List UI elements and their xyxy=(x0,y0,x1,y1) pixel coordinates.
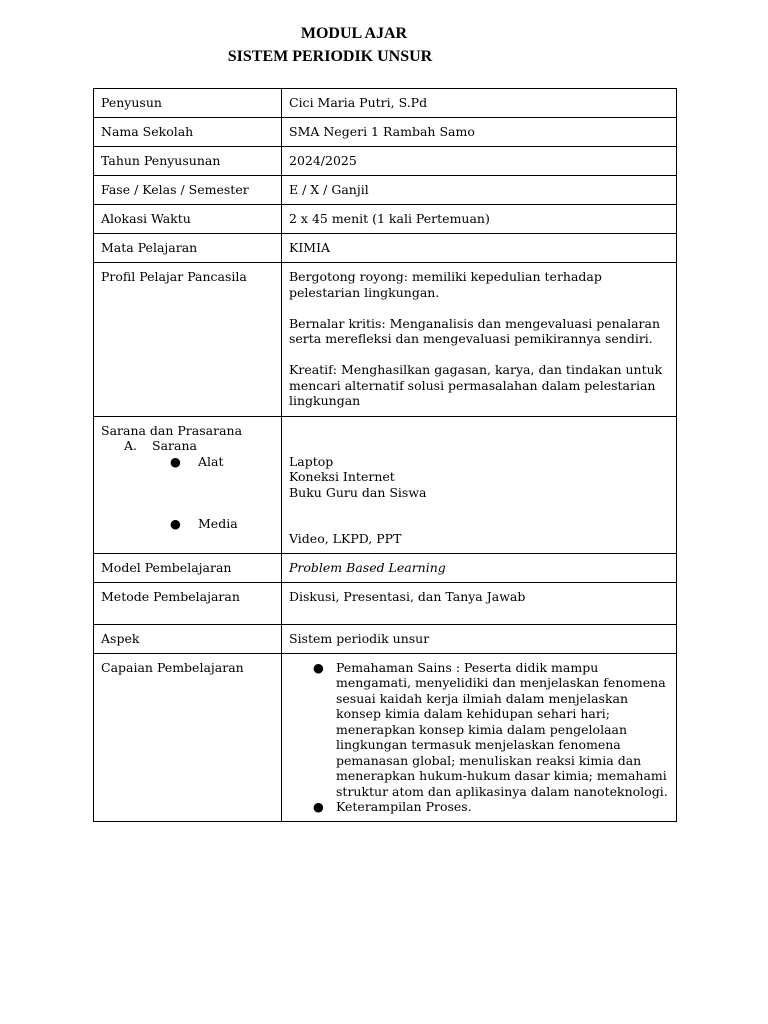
label-cell: Model Pembelajaran xyxy=(94,553,282,582)
table-row-alokasi xyxy=(94,205,677,234)
table-row-sarana xyxy=(94,416,677,553)
alat-value: Laptop xyxy=(289,453,334,469)
spacer xyxy=(289,423,669,454)
value-cell: Problem Based Learning xyxy=(282,553,677,582)
media-label: Media xyxy=(198,516,238,531)
value-cell: KIMIA xyxy=(282,234,677,263)
label-cell: Profil Pelajar Pancasila xyxy=(94,263,282,417)
alat-label: Alat xyxy=(198,453,224,469)
capaian-item-text: Pemahaman Sains : Peserta didik mampu mengamati, menyelidiki dan menjelaskan fenomena sesuai kaidah kerja ilmiah dalam menjelaskan konsep kimia dalam kehidupan sehari hari; menerapkan konsep kimia dalam pengelolaan lingkungan termasuk menjelaskan fenomena pemanasan global; menuliskan reaksi kimia dan menerapkan hukum-hukum dasar kimia; memahami struktur atom dan aplikasinya dalam nanoteknologi. xyxy=(336,659,668,799)
value-cell: E / X / Ganjil xyxy=(282,176,677,205)
list-marker: A. xyxy=(124,438,138,453)
alat-value: Buku Guru dan Siswa xyxy=(289,484,427,500)
capaian-item-text: Keterampilan Proses. xyxy=(336,799,472,814)
media-item xyxy=(101,516,274,532)
value-cell xyxy=(282,263,677,417)
value-cell: Sistem periodik unsur xyxy=(282,624,677,653)
table-row-fase xyxy=(94,176,677,205)
profil-kreatif: Kreatif: Menghasilkan gagasan, karya, dan tindakan untuk mencari alternatif solusi permasalahan dalam pelestarian lingkungan xyxy=(289,362,663,408)
document-title: MODUL AJAR xyxy=(300,25,408,42)
list-item xyxy=(313,799,669,815)
sarana-label: Sarana dan Prasarana xyxy=(101,422,243,438)
label-cell: Metode Pembelajaran xyxy=(94,582,282,624)
table-row-profil xyxy=(94,263,677,417)
label-cell: Mata Pelajaran xyxy=(94,234,282,263)
profil-gotong-royong: Bergotong royong: memiliki kepedulian terhadap pelestarian lingkungan. xyxy=(289,269,602,300)
value-cell: SMA Negeri 1 Rambah Samo xyxy=(282,118,677,147)
value-cell: Diskusi, Presentasi, dan Tanya Jawab xyxy=(282,582,677,624)
label-cell: Capaian Pembelajaran xyxy=(94,653,282,821)
label-cell: Fase / Kelas / Semester xyxy=(94,176,282,205)
table-row-capaian xyxy=(94,653,677,821)
bullet-icon: ● xyxy=(170,516,181,531)
label-cell: Tahun Penyusunan xyxy=(94,147,282,176)
list-item xyxy=(313,659,669,800)
sarana-sub-label: Sarana xyxy=(152,438,197,453)
alat-value: Koneksi Internet xyxy=(289,469,395,484)
value-cell xyxy=(282,416,677,553)
label-cell: Nama Sekolah xyxy=(94,118,282,147)
table-row-mapel xyxy=(94,234,677,263)
bullet-icon: ● xyxy=(170,453,181,469)
alat-item xyxy=(101,454,274,470)
value-cell xyxy=(282,653,677,821)
media-value: Video, LKPD, PPT xyxy=(289,531,402,546)
table-row-model xyxy=(94,553,677,582)
table-row-aspek xyxy=(94,624,677,653)
capaian-list xyxy=(289,660,669,815)
spacer xyxy=(101,469,274,516)
sarana-sub-heading xyxy=(101,438,274,454)
label-cell: Penyusun xyxy=(94,89,282,118)
value-cell: 2 x 45 menit (1 kali Pertemuan) xyxy=(282,205,677,234)
table-row-penyusun xyxy=(94,89,677,118)
table-row-tahun xyxy=(94,147,677,176)
spacer xyxy=(289,500,669,531)
module-info-table xyxy=(93,88,677,822)
bullet-icon: ● xyxy=(313,659,324,675)
table-row-metode xyxy=(94,582,677,624)
table-row-sekolah xyxy=(94,118,677,147)
profil-bernalar-kritis: Bernalar kritis: Menganalisis dan mengevaluasi penalaran serta merefleksi dan mengevaluasi pemikirannya sendiri. xyxy=(289,315,661,346)
label-cell: Aspek xyxy=(94,624,282,653)
bullet-icon: ● xyxy=(313,799,324,814)
label-cell: Alokasi Waktu xyxy=(94,205,282,234)
document-subtitle: SISTEM PERIODIK UNSUR xyxy=(227,48,433,65)
value-cell: 2024/2025 xyxy=(282,147,677,176)
label-cell xyxy=(94,416,282,553)
value-cell: Cici Maria Putri, S.Pd xyxy=(282,89,677,118)
